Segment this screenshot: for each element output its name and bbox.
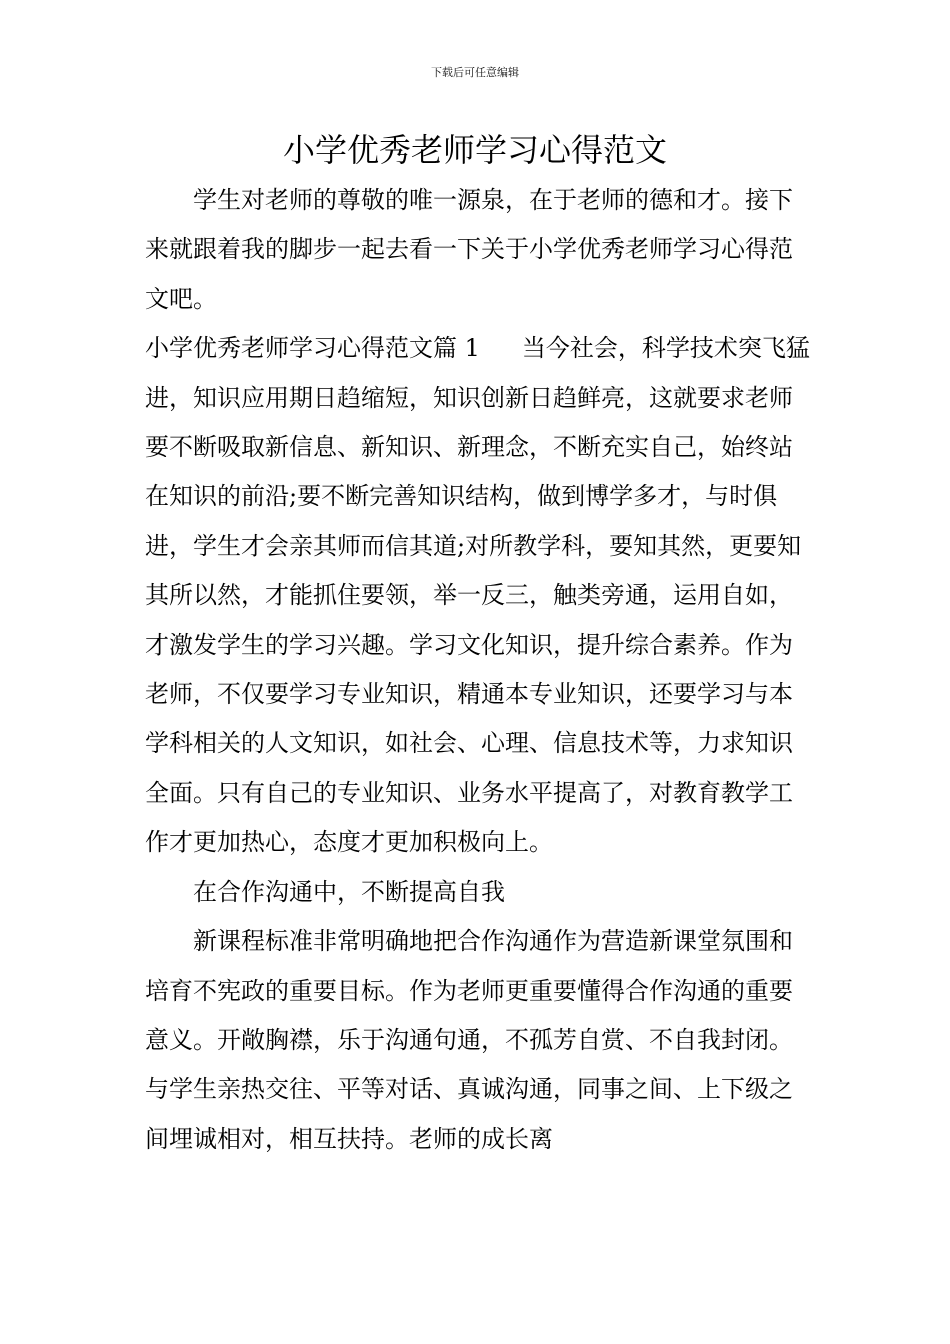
section-1-heading: 小学优秀老师学习心得范文篇 1 (145, 334, 480, 363)
section-1-text: 当今社会，科学技术突飞猛进，知识应用期日趋缩短，知识创新日趋鲜亮，这就要求老师要不断吸取新信息、新知识、新理念，不断充实自己，始终站在知识的前沿;要不断完善知识结构，做到博学多才，与时俱进，学生才会亲其师而信其道;对所教学科，要知其然，更要知其所以然，才能抓住要领，举一反三，触类旁通，运用自如，才激发学生的学习兴趣。学习文化知识，提升综合素养。作为老师，不仅要学习专业知识，精通本专业知识，还要学习与本学科相关的人文知识，如社会、心理、信息技术等，力求知识全面。只有自己的专业知识、业务水平提高了，对教育教学工作才更加热心，态度才更加积极向上。 (145, 334, 810, 857)
paragraph-3: 新课程标准非常明确地把合作沟通作为营造新课堂氛围和培育不宪政的重要目标。作为老师更重要懂得合作沟通的重要意义。开敞胸襟，乐于沟通句通，不孤芳自赏、不自我封闭。与学生亲热交往、平等对话、真诚沟通，同事之间、上下级之间埋诚相对，相互扶持。老师的成长离 (145, 927, 793, 1153)
document-title: 小学优秀老师学习心得范文 (282, 131, 667, 169)
section-1-paragraph (145, 324, 810, 867)
subheading-paragraph: 在合作沟通中，不断提高自我 (193, 877, 505, 906)
intro-paragraph: 学生对老师的尊敬的唯一源泉，在于老师的德和才。接下来就跟着我的脚步一起去看一下关于小学优秀老师学习心得范文吧。 (145, 186, 793, 313)
document-body (145, 176, 810, 1164)
header-note: 下载后可任意编辑 (431, 66, 519, 79)
